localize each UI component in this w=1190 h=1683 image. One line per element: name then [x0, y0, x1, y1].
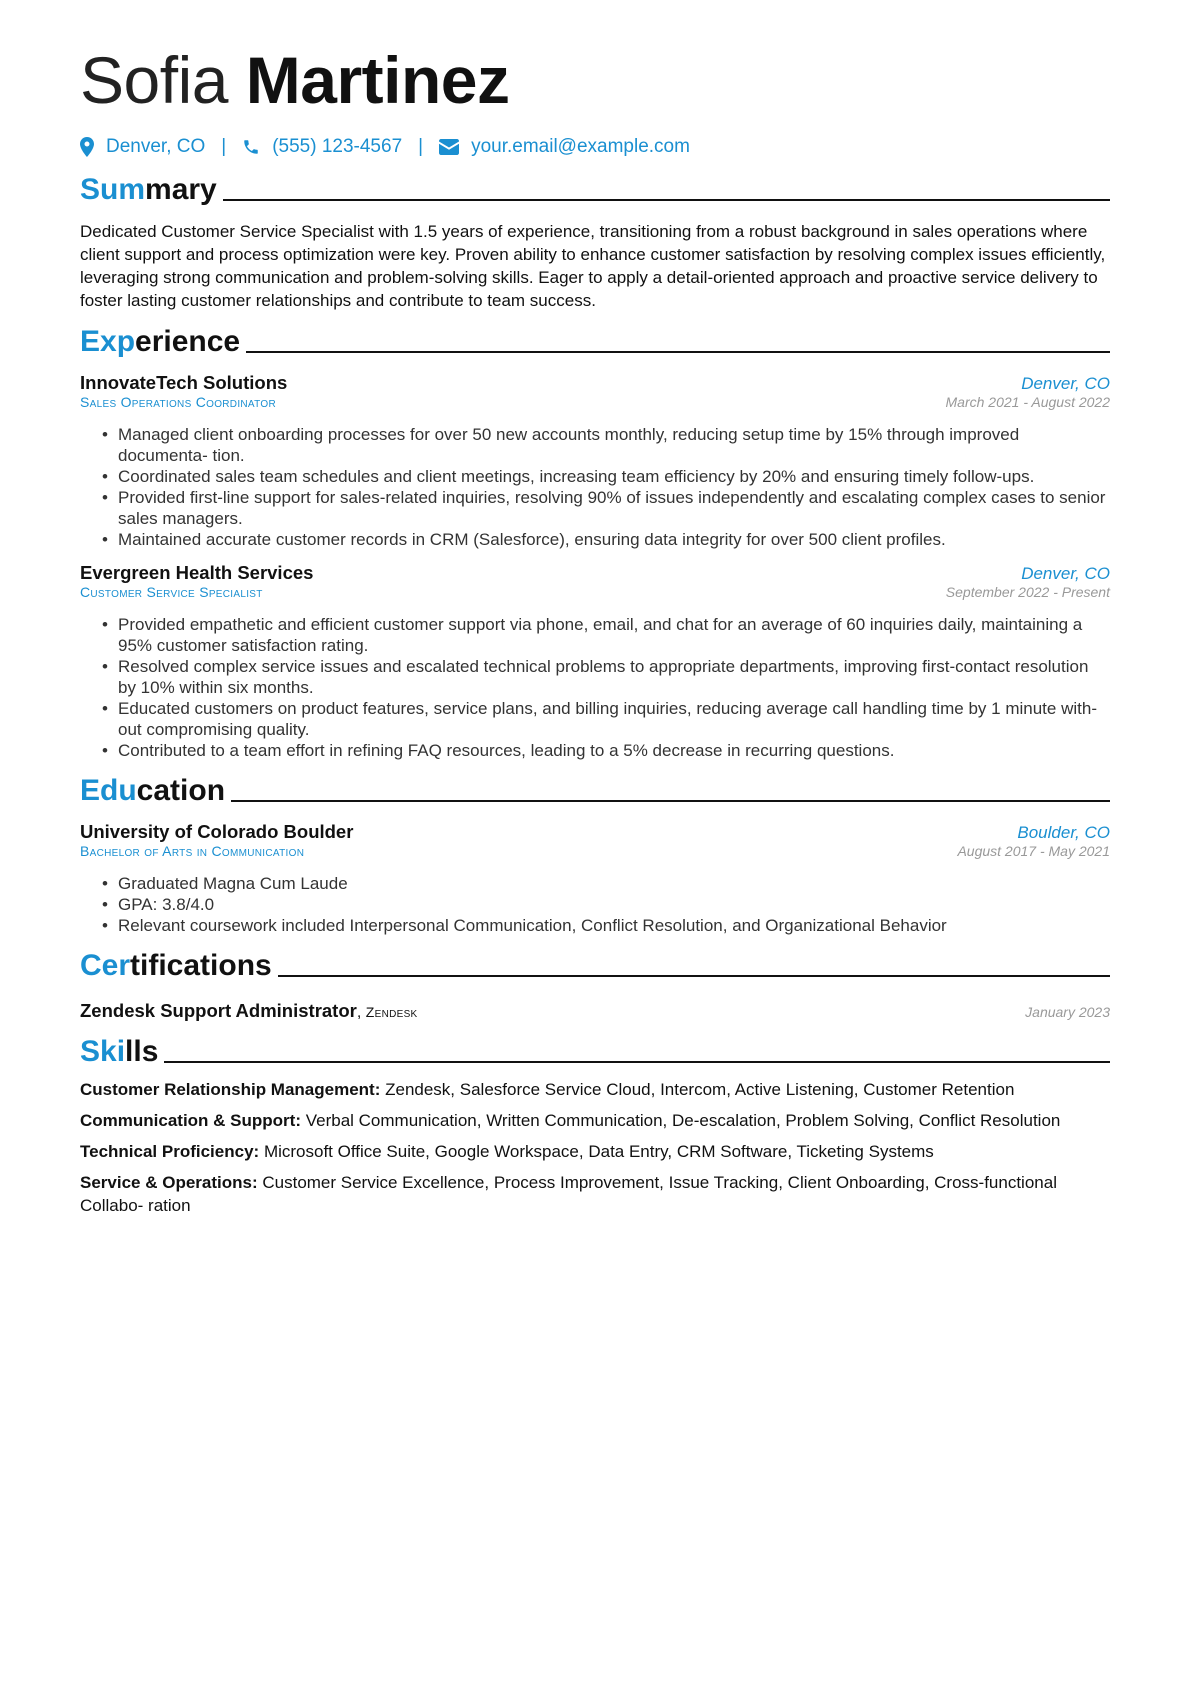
job-dates: September 2022 - Present — [945, 584, 1110, 600]
certification-separator: , — [356, 1004, 362, 1021]
achievement-item: • Provided empathetic and efficient customer support via phone, email, and chat for an average of 60 inquiries daily, maintaining a 95% customer satisfaction rating. — [118, 614, 1110, 656]
skill-category: Communication & Support: — [80, 1111, 301, 1130]
certification-entry — [80, 1000, 1110, 1022]
achievement-item: • Educated customers on product features, service plans, and billing inquiries, reducing average call handling time by 1 minute with- out compromising quality. — [118, 698, 1110, 740]
section-divider — [223, 199, 1110, 201]
contact-separator: | — [221, 136, 227, 157]
achievement-item: • Managed client onboarding processes for over 50 new accounts monthly, reducing setup time by 15% through improved documenta- tion. — [118, 424, 1110, 466]
skill-group — [80, 1171, 1110, 1217]
section-divider — [278, 975, 1110, 977]
skill-group — [80, 1109, 1110, 1132]
contact-bar — [80, 134, 1110, 160]
achievement-item: • Provided first-line support for sales-related inquiries, resolving 90% of issues independently and escalating complex cases to senior sales managers. — [118, 487, 1110, 529]
school-name: University of Colorado Boulder — [80, 821, 354, 842]
section-title: Summary — [80, 173, 217, 206]
job-title: Customer Service Specialist — [80, 584, 263, 600]
employer-name: InnovateTech Solutions — [80, 372, 288, 393]
achievement-list — [80, 424, 1110, 550]
first-name: Sofia — [80, 43, 228, 117]
summary-text: Dedicated Customer Service Specialist with 1.5 years of experience, transitioning from a robust background in sales operations where client support and process optimization were key. Proven ability to enhance customer satisfaction by resolving complex issues efficiently, leveraging strong communication and problem-solving skills. Eager to apply a detail-oriented approach and proactive service delivery to foster lasting customer relationships and contribute to team success. — [80, 222, 1106, 310]
job-dates: March 2021 - August 2022 — [945, 394, 1110, 410]
phone-text: (555) 123-4567 — [272, 136, 403, 157]
achievement-list — [80, 614, 1110, 761]
school-location: Boulder, CO — [1017, 823, 1110, 842]
education-details-list — [80, 873, 1110, 936]
location-text: Denver, CO — [106, 136, 206, 157]
contact-location — [80, 136, 205, 158]
certifications-section-header — [80, 948, 1110, 984]
skill-values: Verbal Communication, Written Communication, De-escalation, Problem Solving, Conflict Resolution — [305, 1111, 1061, 1130]
certification-date: January 2023 — [1025, 1004, 1110, 1020]
skill-values: Zendesk, Salesforce Service Cloud, Intercom, Active Listening, Customer Retention — [385, 1080, 1015, 1099]
last-name: Martinez — [245, 43, 510, 117]
skill-values: Microsoft Office Suite, Google Workspace, Data Entry, CRM Software, Ticketing Systems — [263, 1142, 934, 1161]
section-divider — [164, 1061, 1110, 1063]
section-divider — [231, 800, 1110, 802]
skill-group — [80, 1078, 1110, 1101]
map-marker-icon — [80, 137, 94, 157]
education-dates: August 2017 - May 2021 — [957, 843, 1110, 859]
phone-icon — [242, 138, 260, 156]
skill-category: Service & Operations: — [80, 1173, 258, 1192]
summary-section-header — [80, 172, 1110, 208]
skill-category: Customer Relationship Management: — [80, 1080, 381, 1099]
job-location: Denver, CO — [1021, 564, 1110, 583]
section-title: Skills — [80, 1035, 159, 1068]
skill-values: Customer Service Excellence, Process Improvement, Issue Tracking, Client Onboarding, Cross-functional Collabo- ration — [80, 1173, 1057, 1215]
degree-title: Bachelor of Arts in Communication — [80, 843, 305, 859]
contact-email[interactable] — [439, 136, 690, 158]
achievement-item: • Contributed to a team effort in refining FAQ resources, leading to a 5% decrease in recurring questions. — [118, 740, 1110, 761]
education-section-header — [80, 773, 1110, 809]
certification-issuer: Zendesk — [365, 1004, 418, 1020]
skills-list — [80, 1078, 1110, 1217]
contact-separator: | — [418, 136, 424, 157]
email-text: your.email@example.com — [471, 136, 690, 157]
job-title: Sales Operations Coordinator — [80, 394, 276, 410]
envelope-icon — [439, 139, 459, 155]
achievement-item: • Resolved complex service issues and escalated technical problems to appropriate departments, improving first-contact resolution by 10% within six months. — [118, 656, 1110, 698]
education-entry — [80, 821, 1110, 936]
section-title: Experience — [80, 325, 241, 358]
experience-entry — [80, 562, 1110, 761]
job-location: Denver, CO — [1021, 374, 1110, 393]
education-detail-item: • Graduated Magna Cum Laude — [118, 873, 1110, 894]
experience-section-header — [80, 324, 1110, 360]
certification-name: Zendesk Support Administrator — [80, 1000, 357, 1021]
skill-category: Technical Proficiency: — [80, 1142, 260, 1161]
experience-entry — [80, 372, 1110, 550]
skills-section-header — [80, 1034, 1110, 1070]
section-divider — [246, 351, 1110, 353]
education-detail-item: • Relevant coursework included Interpersonal Communication, Conflict Resolution, and Organizational Behavior — [118, 915, 1110, 936]
section-title: Certifications — [80, 949, 272, 982]
employer-name: Evergreen Health Services — [80, 562, 314, 583]
education-detail-item: • GPA: 3.8/4.0 — [118, 894, 1110, 915]
contact-phone[interactable] — [242, 136, 402, 158]
achievement-item: • Maintained accurate customer records in CRM (Salesforce), ensuring data integrity for over 500 client profiles. — [118, 529, 1110, 550]
skill-group — [80, 1140, 1110, 1163]
achievement-item: • Coordinated sales team schedules and client meetings, increasing team efficiency by 20% and ensuring timely follow-ups. — [118, 466, 1110, 487]
candidate-name — [80, 40, 1110, 120]
section-title: Education — [80, 774, 226, 807]
